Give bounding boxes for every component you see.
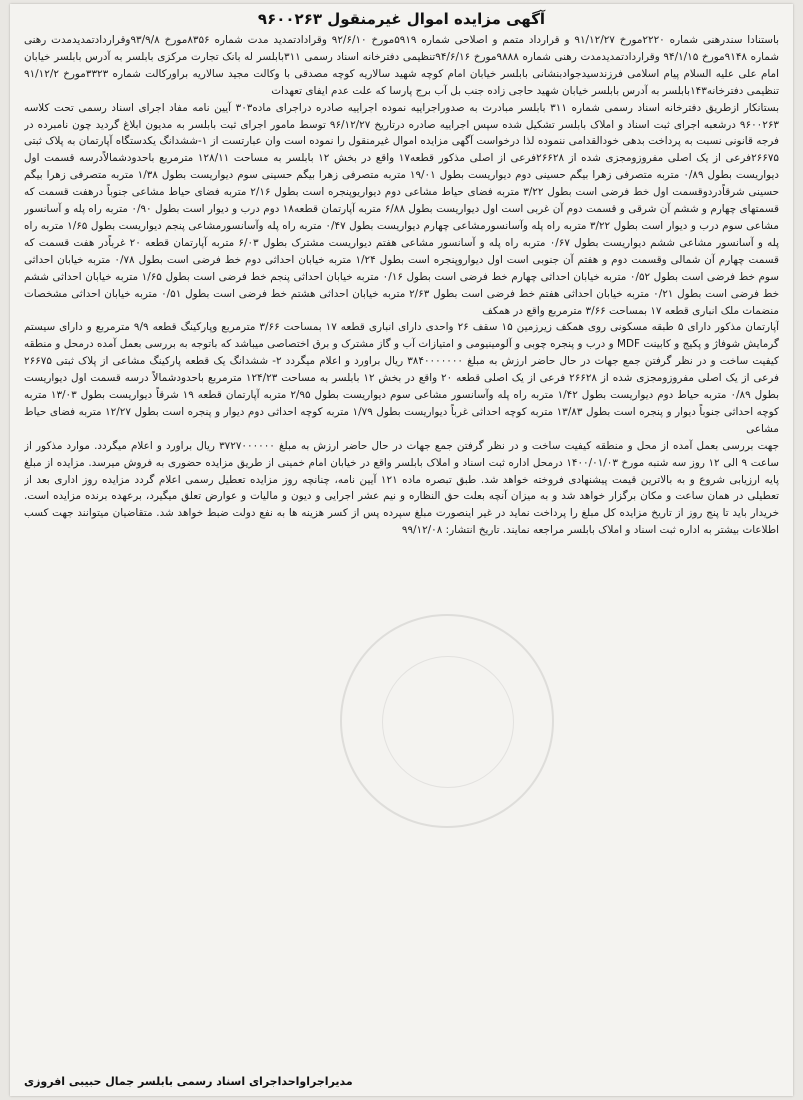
notice-paragraph-1: باستنادا سندرهنی شماره ۲۲۲۰مورخ ۹۱/۱۲/۲۷ و قرارداد متمم و اصلاحی شماره ۵۹۱۹مورخ ۹۲/۶/۱۰ وقرادادتمدید مدت شماره ۸۳۵۶مورخ ۹۳/۹/۸وقراردادتمدیدمدت رهنی شماره ۹۱۴۸مورخ ۹۴/۱/۱۵ وقراردادتمدیدمدت رهنی شماره ۹۸۸۸مورخ ۹۴/۶/۱۶تنظیمی دفترخانه اسناد رسمی ۳۱۱بابلسر له بانک تجارت مرکزی بابلسر به آدرس بابلسر خیابان امام علی علیه السلام پیام اسلامی فرزندسیدجوادبنشانی بابلسر خیابان امام کوچه شهید سالاریه کوچه مصدقی با وکالت مجید سالاریه براورکالت شماره ۳۳۲۳مورخ ۹۱/۱۲/۲ تنظیمی دفترخانه۱۴۳بابلسر به آدرس بابلسر خیابان شهید حاجی زاده جنب بل آب برج پارسا که علت عدم ایفای تعهدات [24,34,779,97]
signature-line: مدیراجراواحداجرای اسناد رسمی بابلسر جمال حبیبی افروزی [24,1075,353,1088]
newspaper-clipping [10,4,793,1096]
notice-paragraph-4: جهت بررسی بعمل آمده از محل و منطقه کیفیت ساخت و در نظر گرفتن جمع جهات در حال حاضر ارزش به مبلغ ۳۷۲۷۰۰۰۰۰۰ ریال براورد و اعلام میگردد. موارد مذکور از ساعت ۹ الی ۱۲ روز سه شنبه مورخ ۱۴۰۰/۰۱/۰۳ درمحل اداره ثبت اسناد و املاک بابلسر واقع در خیابان امام خمینی از طریق مزایده حضوری به فروش میرسد. مزایده از مبلغ پایه ارزیابی شروع و به بالاترین قیمت پیشنهادی فروخته خواهد شد. طبق تبصره ماده ۱۲۱ آیین نامه، چنانچه روز مزایده تعطیل رسمی اعلام گردد مزایده روز اداری بعد از تعطیلی در همان ساعت و مکان برگزار خواهد شد و به میزان آنچه بعلت حق النظاره و نیم عشر اجرایی و دیون و مالیات و عوارض تعلق میگیرد، برعهده برنده مزایده است. خریدار باید تا پنج روز از تاریخ مزایده کل مبلغ را پرداخت نماید در غیر اینصورت مبلغ سپرده پس از کسر هزینه ها به نفع دولت ضبط خواهد شد. متقاضیان میتوانند جهت کسب اطلاعات بیشتر به اداره ثبت اسناد و املاک بابلسر مراجعه نمایند. تاریخ انتشار: ۹۹/۱۲/۰۸ [24,439,779,537]
notice-body [24,32,779,1056]
notice-paragraph-2: بستانکار ازطریق دفترخانه اسناد رسمی شماره ۳۱۱ بابلسر مبادرت به صدوراجراییه نموده اجراییه صادره دراجرای ماده۳۰۳ آیین نامه مفاد اجرای اسناد رسمی تحت کلاسه ۹۶۰۰۲۶۳ درشعبه اجرای ثبت اسناد و املاک بابلسر تشکیل شده سپس اجراییه صادره درتاریخ ۹۶/۱۲/۲۷ توسط مامور اجرای ثبت بابلسر به مدیون ابلاغ گردید چون نامبرده در فرجه قانونی نسبت به پرداخت بدهی خودالقدامی ننموده لذا درخواست آگهی مزایده اموال غیرمنقول را نموده است وان عبارتست از ۱-ششدانگ یکدستگاه آپارتمان به پلاک ثبتی ۲۶۶۷۵فرعی از یک اصلی مفروزومجزی شده از ۲۶۶۲۸فرعی از اصلی مذکور قطعه۱۷ واقع در بخش ۱۲ بابلسر به مساحت ۱۲۸/۱۱ مترمربع باحدودشمالاًدرسه قسمت اول دیواریست بطول ۰/۸۹ متربه متصرفی زهرا بیگم حسینی دوم دیواریست بطول ۱۹/۰۱ متربه متصرفی زهرا بیگم حسینی سوم دیواریست بطول ۱/۳۸ متربه متصرفی زهرا بیگم حسینی شرقاًدردوقسمت اول خط فرضی است بطول ۳/۲۲ متربه فضای حیاط مشاعی دوم دیواریوپنجره است بطول ۲/۱۶ متربه فضای حیاط مشاعی جنوباً درهفت قسمت که قسمتهای چهارم و ششم آن شرقی و قسمت دوم آن غربی است اول دیواریست بطول ۶/۸۸ متربه آپارتمان قطعه۱۸ دوم درب و دیوار است بطول ۰/۹۰ متربه راه پله و آسانسور مشاعی سوم درب و دیوار است بطول ۳/۲۲ متربه راه پله وآسانسورمشاعی چهارم دیواریست بطول ۰/۴۷ متربه راه پله وآسانسورمشاعی پنجم دیواریست بطول ۱/۶۵ متربه راه پله و آسانسور مشاعی ششم دیواریست بطول ۰/۶۷ متربه راه پله و آسانسور مشاعی هفتم دیواریست مشترک بطول ۶/۰۳ متربه آپارتمان قطعه ۲۰ غرباًدر هفت قسمت که قسمت چهارم آن شمالی وقسمت دوم و هفتم آن جنوبی است اول دیواروپنجره است بطول ۱/۲۴ متربه خیابان احداثی دوم خط فرضی است بطول ۰/۷۸ متربه خیابان احداثی سوم خط فرضی است بطول ۰/۵۲ متربه خیابان احداثی چهارم خط فرضی است بطول ۰/۱۶ متربه خیابان احداثی پنجم خط فرضی است بطول ۱/۶۵ متربه خیابان احداثی ششم خط فرضی است بطول ۰/۲۱ متربه خیابان احداثی هفتم خط فرضی است بطول ۲/۶۳ متربه خیابان احداثی هشتم خط فرضی است بطول ۰/۵۱ متربه خیابان احداثی مشخصات منضمات ملک انباری قطعه ۱۷ بمساحت ۳/۶۶ مترمربع واقع در همکف [24,101,779,317]
notice-paragraph-3: آپارتمان مذکور دارای ۵ طبقه مسکونی روی همکف زیرزمین ۱۵ سقف ۲۶ واحدی دارای انباری قطعه ۱۷ بمساحت ۳/۶۶ مترمربع وپارکینگ قطعه ۹/۹ مترمربع و دارای سیستم گرمایش شوفاژ و پکیج و کابینت MDF و درب و پنجره چوبی و آلومینیومی و امتیازات آب و گاز مشترک و برق اختصاصی میباشد که باتوجه به بررسی بعمل آمده درمحل و منطقه کیفیت ساخت و در نظر گرفتن جمع جهات در حال حاضر ارزش به مبلغ ۳۸۴۰۰۰۰۰۰۰ ریال براورد و اعلام میگردد ۲- ششدانگ یک قطعه پارکینگ مشاعی از پلاک ثبتی ۲۶۶۷۵ فرعی از یک اصلی مفروزومجزی شده از ۲۶۶۲۸ فرعی از یک اصلی قطعه ۲۰ واقع در بخش ۱۲ بابلسر به مساحت ۱۲۴/۲۳ مترمربع باحدودشمالاً درسه قسمت اول دیواریست بطول ۰/۸۹ متربه حیاط دوم دیواریست بطول ۱/۴۲ متربه راه پله وآسانسور مشاعی سوم دیواریست بطول ۲/۹۵ متربه آپارتمان قطعه ۱۹ شرقاً دیواریست بطول ۱۳/۰۳ متربه کوچه احداثی جنوباً دیوار و پنجره است بطول ۱۳/۸۳ متربه کوچه احداثی غرباً دیواریست بطول ۱/۷۹ متربه کوچه احداثی دوم دیوار و پنجره است بطول ۱۲/۲۷ متربه فضای حیاط مشاعی [24,321,779,435]
notice-title: آگهی مزایده اموال غیرمنقول ۹۶۰۰۲۶۳ [257,10,546,28]
